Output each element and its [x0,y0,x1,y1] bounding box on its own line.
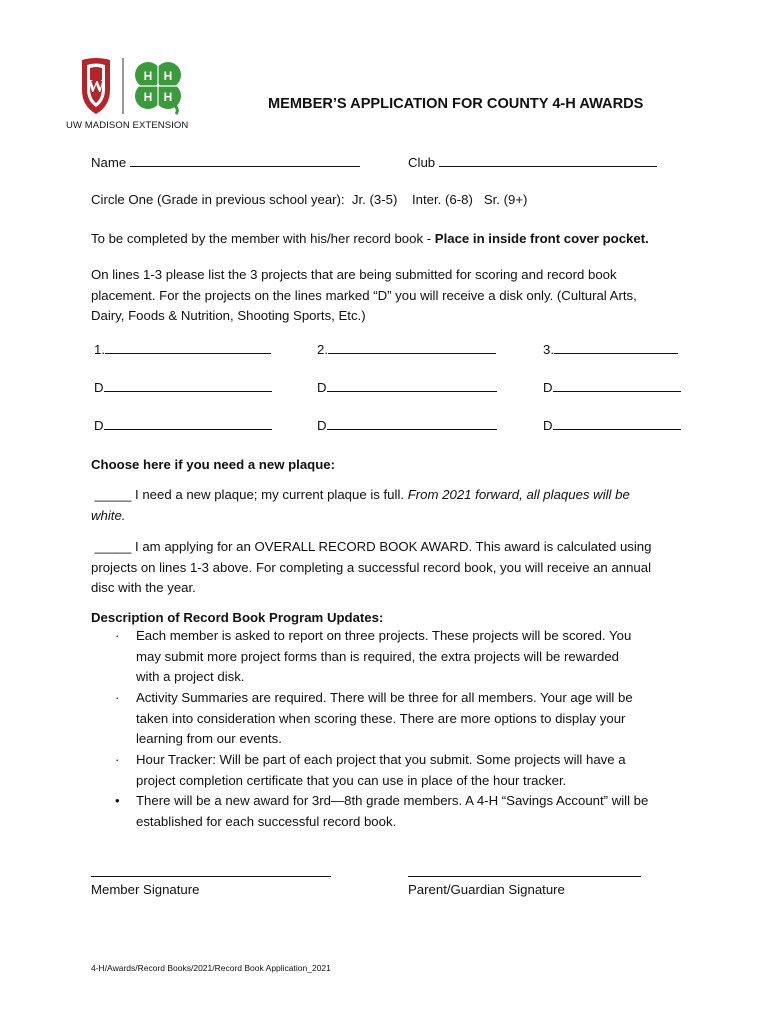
disk-line[interactable] [104,416,272,430]
club-input-line[interactable] [439,153,657,167]
disk-line[interactable] [327,416,497,430]
overall-award-checkbox-line[interactable]: _____ [94,539,132,554]
plaque-option-overall [91,537,691,599]
name-input-line[interactable] [130,153,360,167]
member-signature-label: Member Signature [91,882,200,897]
4h-clover-icon [130,59,186,115]
projects-instructions [91,265,637,327]
bullet-symbol: · [115,752,120,767]
plaque-heading: Choose here if you need a new plaque: [91,457,336,472]
completion-instruction [91,229,649,250]
list-item: Each member is asked to report on three projects. These projects will be scored. You may submit more project forms than is required, the extra projects will be rewarded with a project disk. [136,628,632,684]
plaque-option-text: I need a new plaque; my current plaque is full. [131,487,408,502]
bullet-symbol: · [115,690,120,705]
plaque-option-note-end: white. [91,507,126,523]
disk-slot: D [94,378,272,399]
project-row-numbered [91,340,681,360]
instruction-line: On lines 1-3 please list the 3 projects that are being submitted for scoring and record book [91,267,617,282]
footer-path: 4-H/Awards/Record Books/2021/Record Book Application_2021 [91,963,331,973]
disk-line[interactable] [327,378,497,392]
disk-line[interactable] [553,378,681,392]
updates-heading: Description of Record Book Program Updates: [91,610,384,625]
club-field [408,153,657,174]
member-signature-line[interactable] [91,876,331,877]
svg-text:H: H [163,90,173,104]
completion-instruction-text: To be completed by the member with his/her record book - [91,231,435,246]
svg-text:H: H [163,69,173,83]
plaque-option-new [91,485,691,526]
disk-slot: D [543,378,681,399]
project-row-disk [91,416,681,436]
overall-award-text: disc with the year. [91,580,196,595]
parent-signature-label: Parent/Guardian Signature [408,882,565,897]
project-row-disk [91,378,681,398]
disk-slot: D [317,378,497,399]
instruction-line: placement. For the projects on the lines marked “D” you will receive a disk only. (Cultural Arts, [91,287,637,303]
updates-list [0,626,770,836]
disk-line[interactable] [553,416,681,430]
disk-slot: D [94,416,272,437]
project-slot-3: 3. [543,340,678,361]
svg-text:H: H [143,90,153,104]
project-line[interactable] [554,340,678,354]
page-title: MEMBER’S APPLICATION FOR COUNTY 4-H AWARDS [268,96,644,112]
disk-slot: D [317,416,497,437]
svg-text:H: H [143,69,153,83]
instruction-line: Dairy, Foods & Nutrition, Shooting Sports, Etc.) [91,308,366,323]
overall-award-text: I am applying for an OVERALL RECORD BOOK AWARD. This award is calculated using [131,539,652,554]
overall-award-text: projects on lines 1-3 above. For completing a successful record book, you will receive an annual [91,559,652,575]
parent-signature-line[interactable] [408,876,641,877]
list-item: Hour Tracker: Will be part of each project that you submit. Some projects will have a project completion certificate that you can use in place of the hour tracker. [136,752,626,788]
logo-text: UW MADISON EXTENSION [66,120,189,131]
plaque-option-note: From 2021 forward, all plaques will be [407,487,630,502]
bullet-symbol: · [115,628,120,643]
svg-text:W: W [87,76,105,96]
completion-instruction-bold: Place in inside front cover pocket. [434,231,649,246]
project-line[interactable] [328,340,496,354]
name-label: Name [91,155,127,170]
club-label: Club [408,155,436,170]
list-item: Activity Summaries are required. There will be three for all members. Your age will be taken into consideration when scoring these. There are more options to display your learning from our events. [136,690,633,746]
bullet-symbol: • [115,793,120,808]
grade-circle-one: Circle One (Grade in previous school year): Jr. (3-5) Inter. (6-8) Sr. (9+) [91,192,528,207]
name-field [91,153,360,174]
project-line[interactable] [105,340,271,354]
disk-line[interactable] [104,378,272,392]
list-item: There will be a new award for 3rd—8th grade members. A 4-H “Savings Account” will be established for each successful record book. [136,793,649,829]
project-slot-1: 1. [94,340,271,361]
disk-slot: D [543,416,681,437]
project-slot-2: 2. [317,340,496,361]
plaque-checkbox-line[interactable]: _____ [94,487,132,502]
